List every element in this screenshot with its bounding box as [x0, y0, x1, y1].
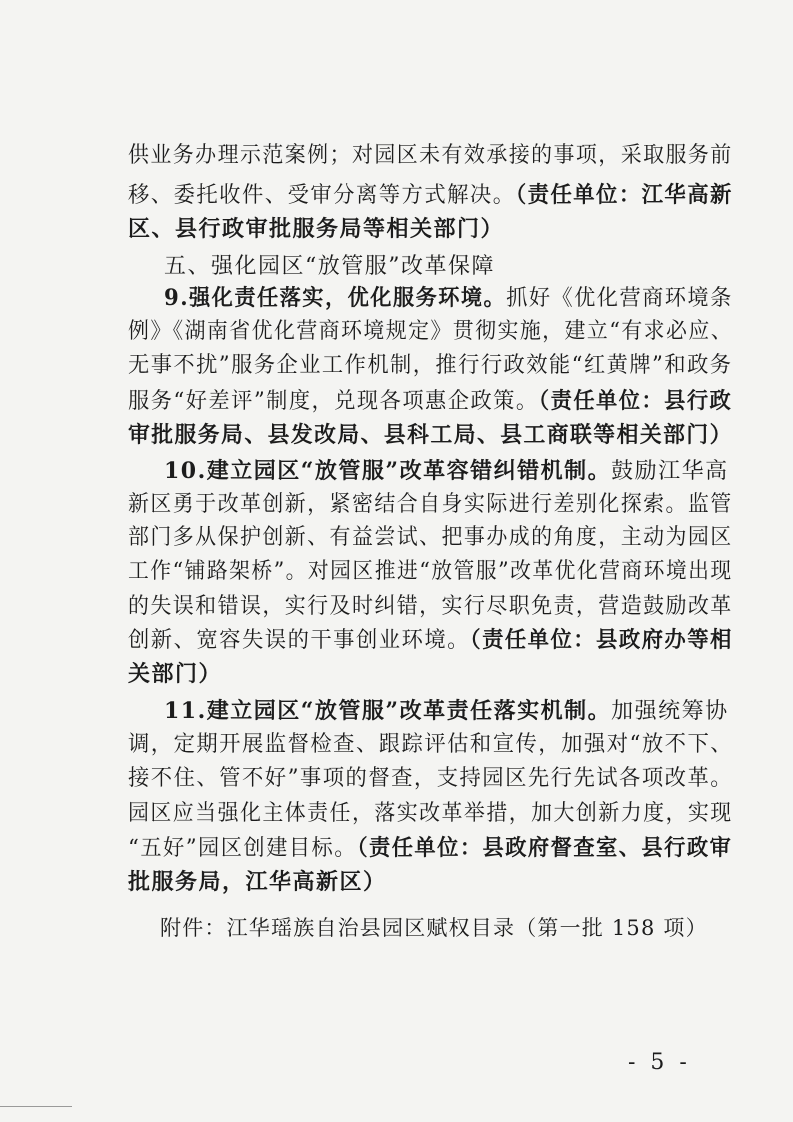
- text-line: [128, 180, 733, 211]
- text-segment: 服务“好差评”制度，兑现各项惠企政策。: [128, 389, 539, 414]
- text-segment: 鼓励江华高: [611, 459, 729, 484]
- text-line: [128, 351, 732, 381]
- text-segment: 新区勇于改革创新，紧密结合自身实际进行差别化探索。监管: [128, 492, 733, 517]
- text-line: [128, 592, 733, 622]
- text-line: [128, 799, 733, 829]
- text-segment: 园区应当强化主体责任，落实改革举措，加大创新力度，实现: [128, 801, 733, 826]
- text-line: [128, 833, 732, 864]
- text-segment: 抓好《优化营商环境条: [506, 286, 733, 311]
- bold-text-segment: （责任单位：县政府督查室、县行政审: [356, 835, 733, 861]
- text-line: [128, 730, 733, 760]
- text-segment: 无事不扰”服务企业工作机制，推行行政效能“红黄牌”和政务: [128, 353, 733, 378]
- bold-text-segment: （责任单位：江华高新: [515, 182, 733, 208]
- text-line: [164, 456, 729, 487]
- text-line: [164, 283, 733, 314]
- text-line: [128, 523, 733, 553]
- text-segment: 工作“铺路架桥”。对园区推进“放管服”改革优化营商环境出现: [128, 559, 733, 584]
- bold-text-segment: 11.建立园区“放管服”改革责任落实机制。: [164, 698, 612, 724]
- text-segment: 创新、宽容失误的干事创业环境。: [128, 628, 470, 653]
- text-segment: “五好”园区创建目标。: [128, 836, 357, 861]
- text-segment: 五、强化园区“放管服”改革保障: [164, 254, 495, 279]
- text-segment: 调，定期开展监督检查、跟踪评估和宣传，加强对“放不下、: [128, 732, 734, 757]
- text-line: [128, 659, 222, 690]
- text-segment: 供业务办理示范案例；对园区未有效承接的事项，采取服务前: [128, 143, 733, 168]
- text-segment: 部门多从保护创新、有益尝试、把事办成的角度，主动为园区: [128, 525, 733, 550]
- attachment-note: 附件：江华瑶族自治县园区赋权目录（第一批 158 项）: [160, 916, 708, 940]
- text-line: [128, 764, 733, 794]
- bold-text-segment: （责任单位：县政府办等相: [469, 627, 733, 653]
- text-line: [128, 214, 504, 245]
- text-line: [128, 557, 733, 587]
- text-segment: 加强统筹协: [611, 699, 729, 724]
- bold-text-segment: 关部门）: [128, 661, 223, 687]
- scan-edge-mark: [0, 1106, 72, 1107]
- text-line: [128, 317, 733, 347]
- text-segment: 移、委托收件、受审分离等方式解决。: [128, 183, 516, 208]
- bold-text-segment: 10.建立园区“放管服”改革容错纠错机制。: [164, 458, 612, 484]
- text-line: [128, 141, 733, 171]
- bold-text-segment: 区、县行政审批服务局等相关部门）: [128, 216, 505, 242]
- bold-text-segment: 批服务局，江华高新区）: [128, 869, 387, 895]
- text-line: [128, 625, 733, 656]
- text-line: [128, 867, 387, 898]
- text-line: [128, 490, 733, 520]
- text-line: [128, 420, 733, 451]
- text-line: [128, 386, 732, 417]
- text-line: [164, 696, 729, 727]
- bold-text-segment: 审批服务局、县发改局、县科工局、县工商联等相关部门）: [128, 422, 733, 448]
- bold-text-segment: （责任单位：县行政: [538, 388, 733, 414]
- text-segment: 接不住、管不好”事项的督查，支持园区先行先试各项改革。: [128, 766, 734, 791]
- page-number: - 5 -: [628, 1050, 691, 1075]
- text-line: [164, 252, 495, 282]
- bold-text-segment: 9.强化责任落实，优化服务环境。: [164, 285, 507, 311]
- text-segment: 例》《湖南省优化营商环境规定》贯彻实施，建立“有求必应、: [128, 319, 734, 344]
- text-segment: 的失误和错误，实行及时纠错，实行尽职免责，营造鼓励改革: [128, 594, 733, 619]
